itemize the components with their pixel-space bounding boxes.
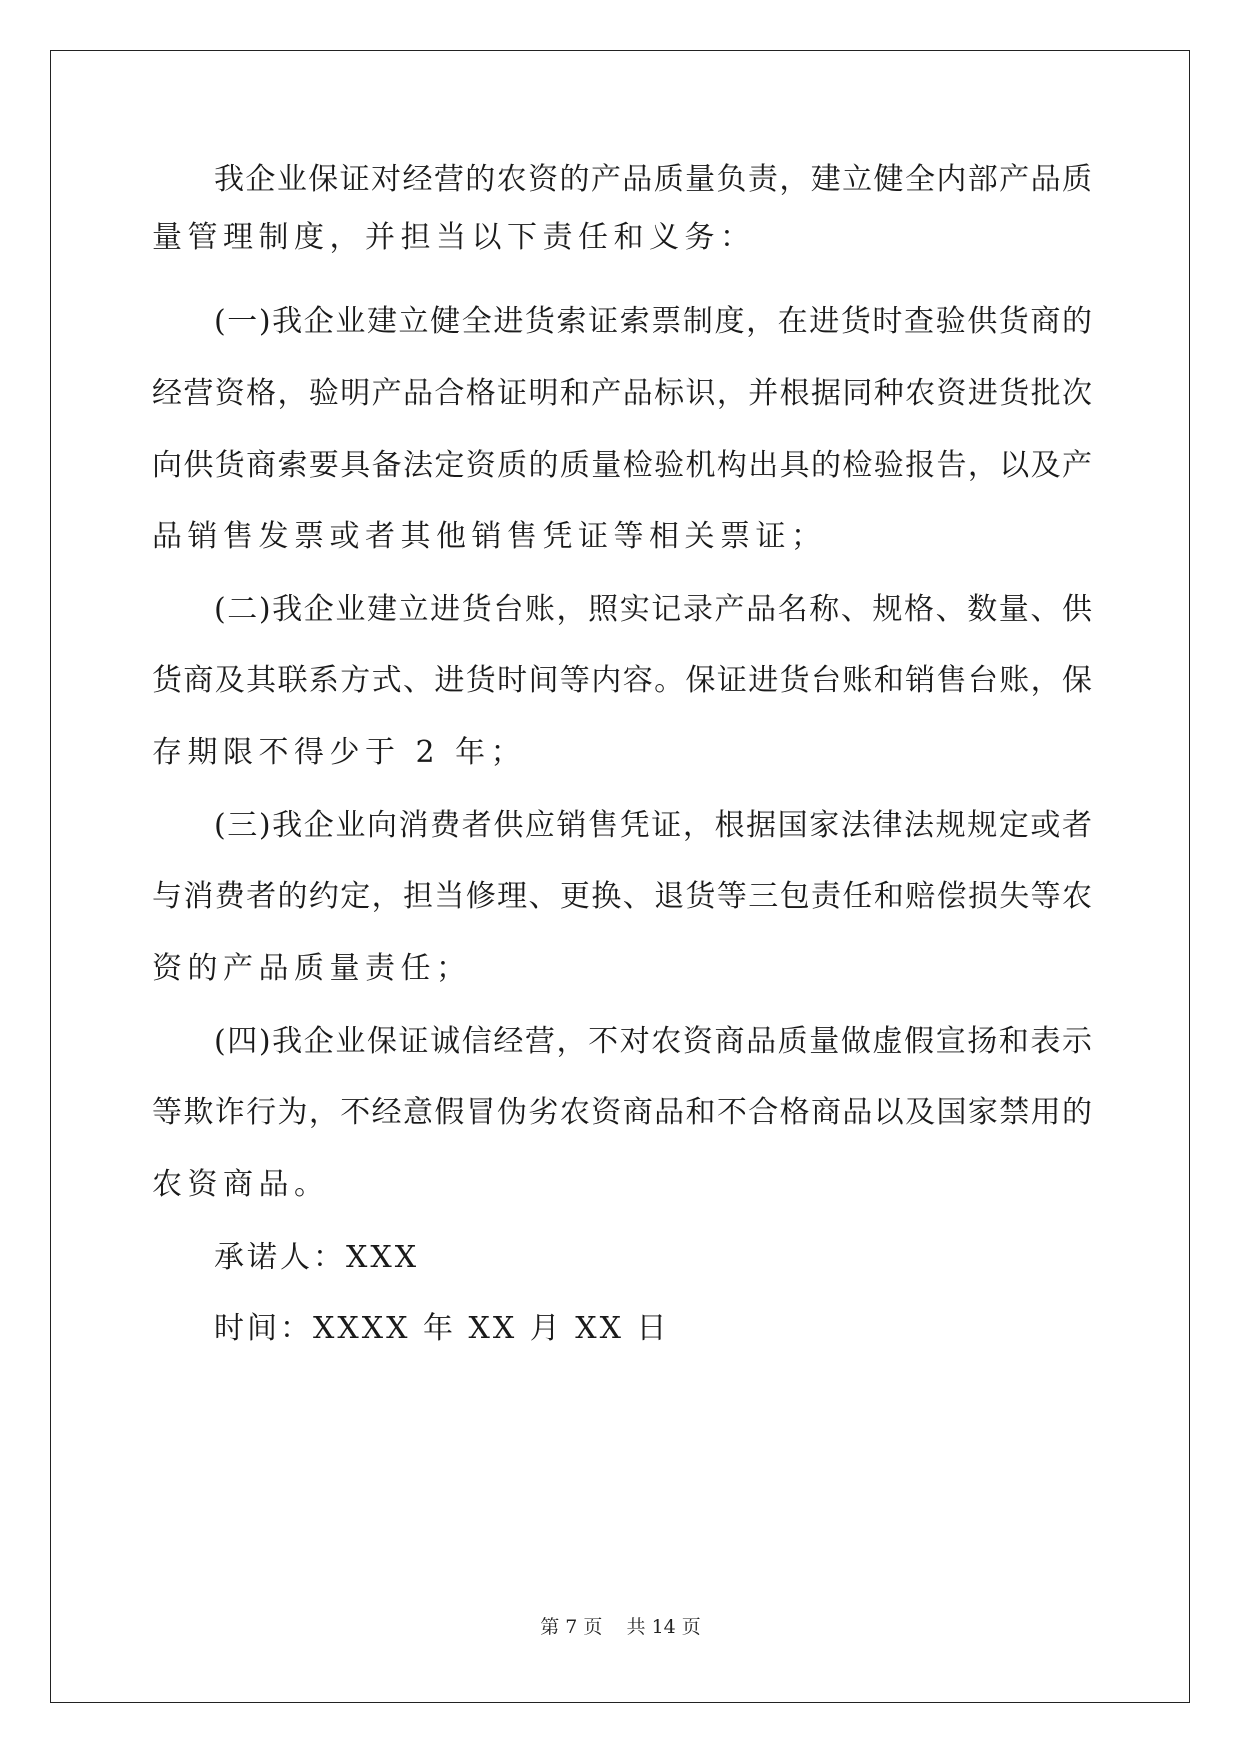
- item-3-line-3: 资的产品质量责任；: [152, 951, 472, 986]
- page-footer: 第 7 页 共 14 页: [540, 1616, 701, 1638]
- paragraph-1-line-1: 我企业保证对经营的农资的产品质量负责，建立健全内部产品质: [214, 162, 1092, 197]
- paragraph-1-line-2: 量管理制度，并担当以下责任和义务：: [152, 220, 756, 255]
- item-1-line-2: 经营资格，验明产品合格证明和产品标识，并根据同种农资进货批次: [152, 376, 1092, 411]
- item-4-line-3: 农资商品。: [152, 1167, 330, 1202]
- item-2-line-2: 货商及其联系方式、进货时间等内容。保证进货台账和销售台账，保: [152, 663, 1092, 698]
- item-1-line-1: (一)我企业建立健全进货索证索票制度，在进货时查验供货商的: [214, 304, 1092, 339]
- date-line: 时间：XXXX 年 XX 月 XX 日: [214, 1311, 670, 1346]
- promisor-line: 承诺人：XXX: [214, 1240, 420, 1275]
- item-1-line-4: 品销售发票或者其他销售凭证等相关票证；: [152, 519, 827, 554]
- item-3-line-2: 与消费者的约定，担当修理、更换、退货等三包责任和赔偿损失等农: [152, 879, 1092, 914]
- item-4-line-1: (四)我企业保证诚信经营，不对农资商品质量做虚假宣扬和表示: [214, 1024, 1092, 1059]
- item-4-line-2: 等欺诈行为，不经意假冒伪劣农资商品和不合格商品以及国家禁用的: [152, 1095, 1092, 1130]
- item-2-line-1: (二)我企业建立进货台账，照实记录产品名称、规格、数量、供: [214, 592, 1092, 627]
- item-1-line-3: 向供货商索要具备法定资质的质量检验机构出具的检验报告，以及产: [152, 448, 1092, 483]
- item-3-line-1: (三)我企业向消费者供应销售凭证，根据国家法律法规规定或者: [214, 808, 1092, 843]
- item-2-line-3: 存期限不得少于 2 年；: [152, 735, 527, 770]
